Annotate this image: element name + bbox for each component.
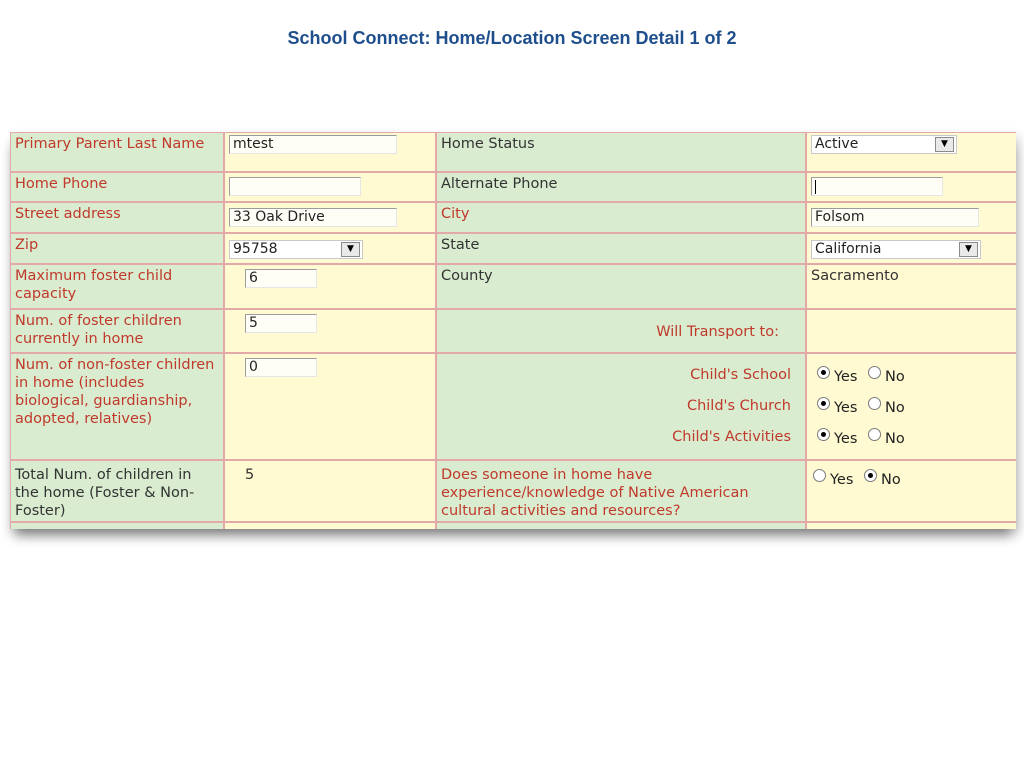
total-children-value: 5 [224, 460, 436, 522]
transport-church-no-option[interactable] [868, 400, 905, 416]
chevron-down-icon[interactable]: ▼ [341, 242, 360, 257]
chevron-down-icon[interactable]: ▼ [935, 137, 954, 152]
city-cell [806, 202, 1016, 233]
num-foster-children-input[interactable]: 5 [245, 314, 317, 333]
state-select[interactable] [811, 240, 981, 259]
zip-select[interactable] [229, 240, 363, 259]
max-foster-capacity-cell [224, 264, 436, 309]
num-foster-children-label: Num. of foster children currently in home [10, 309, 224, 353]
street-address-cell [224, 202, 436, 233]
will-transport-value-cell [806, 309, 1016, 353]
city-input[interactable]: Folsom [811, 208, 979, 227]
transport-childs-school-label: Child's School [690, 367, 791, 383]
no-label: No [885, 400, 905, 416]
radio-selected-icon[interactable] [817, 397, 830, 410]
num-non-foster-children-cell [224, 353, 436, 460]
no-label: No [885, 369, 905, 385]
next-row-label-partial [10, 522, 224, 529]
native-american-experience-cell [806, 460, 1016, 522]
transport-school-yes-option[interactable] [817, 369, 857, 385]
native-american-radio-group [813, 469, 907, 489]
yes-label: Yes [834, 431, 858, 447]
transport-childs-activities-label: Child's Activities [672, 429, 791, 445]
street-address-label: Street address [10, 202, 224, 233]
radio-unselected-icon[interactable] [868, 428, 881, 441]
transport-church-radio-group [817, 397, 911, 417]
native-american-experience-label: Does someone in home have experience/knowledge of Native American cultural activities and resources? [436, 460, 806, 522]
home-phone-label: Home Phone [10, 172, 224, 202]
transport-church-yes-option[interactable] [817, 400, 857, 416]
no-label: No [885, 431, 905, 447]
home-status-select[interactable] [811, 135, 957, 154]
home-status-cell [806, 132, 1016, 172]
yes-label: Yes [834, 400, 858, 416]
street-address-input[interactable]: 33 Oak Drive [229, 208, 397, 227]
alternate-phone-input[interactable] [811, 177, 943, 196]
zip-label: Zip [10, 233, 224, 264]
county-label: County [436, 264, 806, 309]
radio-selected-icon[interactable] [864, 469, 877, 482]
yes-label: Yes [830, 472, 854, 488]
no-label: No [881, 472, 901, 488]
transport-activities-radio-group [817, 428, 911, 448]
num-non-foster-children-label: Num. of non-foster children in home (includes biological, guardianship, adopted, relatives) [10, 353, 224, 460]
home-status-label: Home Status [436, 132, 806, 172]
next-row-label-partial-2 [436, 522, 806, 529]
home-phone-input[interactable] [229, 177, 361, 196]
alternate-phone-label: Alternate Phone [436, 172, 806, 202]
transport-options-labels [436, 353, 806, 460]
num-non-foster-children-input[interactable]: 0 [245, 358, 317, 377]
native-american-yes-option[interactable] [813, 472, 853, 488]
primary-parent-last-name-label: Primary Parent Last Name [10, 132, 224, 172]
transport-childs-church-label: Child's Church [686, 398, 791, 414]
next-row-value-partial [224, 522, 436, 529]
state-label: State [436, 233, 806, 264]
chevron-down-icon[interactable]: ▼ [959, 242, 978, 257]
home-status-selected-value: Active [815, 136, 859, 152]
state-cell [806, 233, 1016, 264]
max-foster-capacity-input[interactable]: 6 [245, 269, 317, 288]
home-location-form [10, 132, 1016, 529]
will-transport-label: Will Transport to: [436, 309, 806, 353]
text-cursor [815, 180, 816, 194]
city-label: City [436, 202, 806, 233]
radio-unselected-icon[interactable] [868, 366, 881, 379]
radio-unselected-icon[interactable] [813, 469, 826, 482]
max-foster-capacity-label: Maximum foster child capacity [10, 264, 224, 309]
primary-parent-last-name-input[interactable]: mtest [229, 135, 397, 154]
alternate-phone-cell [806, 172, 1016, 202]
yes-label: Yes [834, 369, 858, 385]
native-american-no-option[interactable] [864, 472, 901, 488]
num-foster-children-cell [224, 309, 436, 353]
county-value: Sacramento [806, 264, 1016, 309]
state-selected-value: California [815, 241, 882, 257]
page-title: School Connect: Home/Location Screen Detail 1 of 2 [287, 28, 737, 48]
transport-school-no-option[interactable] [868, 369, 905, 385]
zip-cell [224, 233, 436, 264]
transport-activities-yes-option[interactable] [817, 431, 857, 447]
radio-selected-icon[interactable] [817, 428, 830, 441]
transport-school-radio-group [817, 366, 911, 386]
radio-selected-icon[interactable] [817, 366, 830, 379]
next-row-value-partial-2 [806, 522, 1016, 529]
transport-activities-no-option[interactable] [868, 431, 905, 447]
primary-parent-last-name-cell [224, 132, 436, 172]
transport-options-radios [806, 353, 1016, 460]
total-children-label: Total Num. of children in the home (Foster & Non-Foster) [10, 460, 224, 522]
radio-unselected-icon[interactable] [868, 397, 881, 410]
home-phone-cell [224, 172, 436, 202]
zip-selected-value: 95758 [233, 241, 278, 257]
